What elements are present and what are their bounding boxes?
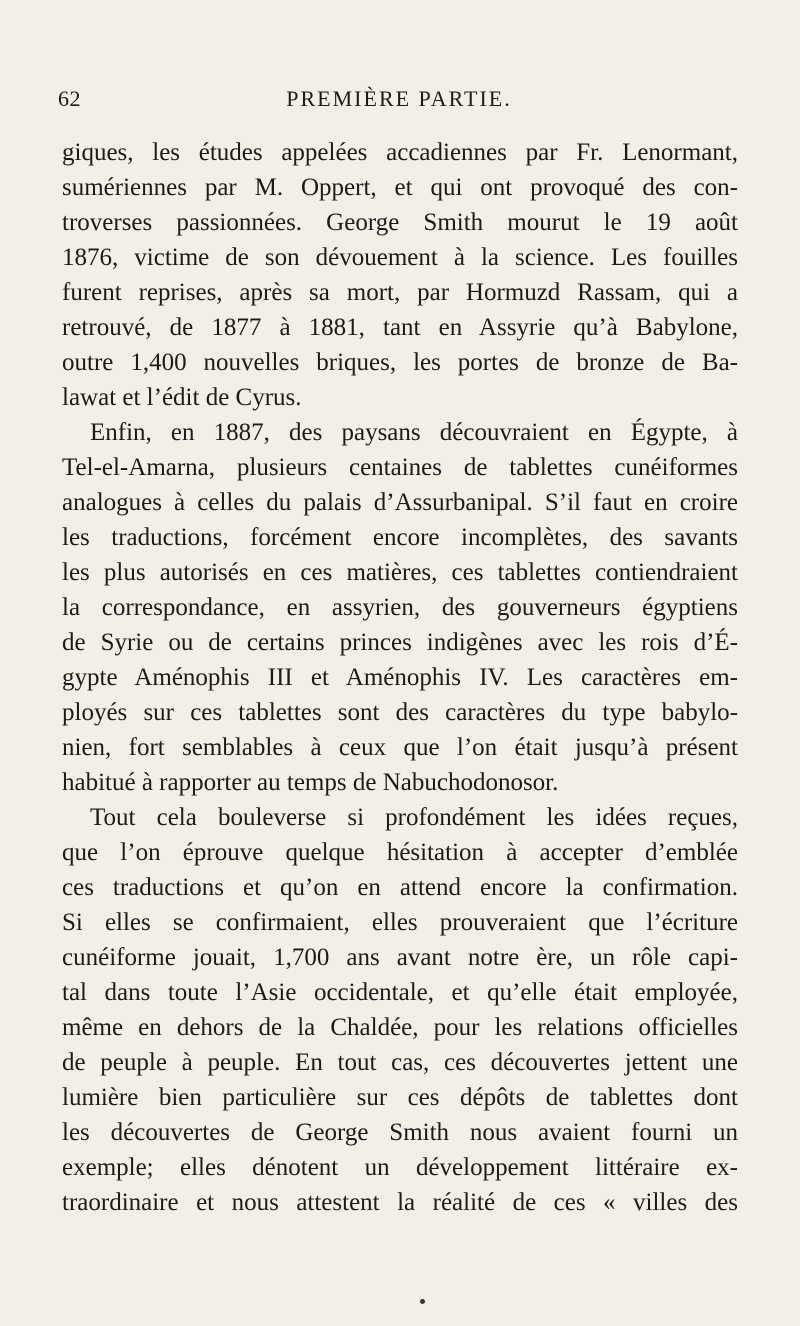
text-line: furent reprises, après sa mort, par Hormuzd Rassam, qui a bbox=[62, 279, 738, 306]
page-number: 62 bbox=[58, 86, 81, 111]
text-line: de Syrie ou de certains princes indigènes avec les rois d’É- bbox=[62, 629, 738, 656]
text-line: sumériennes par M. Oppert, et qui ont provoqué des con- bbox=[62, 174, 738, 201]
text-line: traordinaire et nous attestent la réalité de ces « villes des bbox=[62, 1189, 738, 1216]
text-line: les plus autorisés en ces matières, ces tablettes contiendraient bbox=[62, 559, 738, 586]
text-line: Enfin, en 1887, des paysans découvraient en Égypte, à bbox=[90, 419, 738, 446]
text-line: gypte Aménophis III et Aménophis IV. Les caractères em- bbox=[62, 664, 738, 691]
text-line: Tel-el-Amarna, plusieurs centaines de tablettes cunéiformes bbox=[62, 454, 738, 481]
text-line: troverses passionnées. George Smith mourut le 19 août bbox=[62, 209, 738, 236]
text-line: de peuple à peuple. En tout cas, ces découvertes jettent une bbox=[62, 1049, 738, 1076]
text-line: Tout cela bouleverse si profondément les idées reçues, bbox=[90, 804, 738, 831]
text-line: même en dehors de la Chaldée, pour les relations officielles bbox=[62, 1014, 738, 1041]
text-line: outre 1,400 nouvelles briques, les portes de bronze de Ba- bbox=[62, 349, 738, 376]
text-line: Si elles se confirmaient, elles prouveraient que l’écriture bbox=[62, 909, 738, 936]
text-line: les traductions, forcément encore incomplètes, des savants bbox=[62, 524, 738, 551]
text-line: analogues à celles du palais d’Assurbanipal. S’il faut en croire bbox=[62, 489, 738, 516]
text-line: les découvertes de George Smith nous avaient fourni un bbox=[62, 1119, 738, 1146]
text-line: retrouvé, de 1877 à 1881, tant en Assyrie qu’à Babylone, bbox=[62, 314, 738, 341]
text-line: que l’on éprouve quelque hésitation à accepter d’emblée bbox=[62, 839, 738, 866]
text-line: ployés sur ces tablettes sont des caractères du type babylo- bbox=[62, 699, 738, 726]
text-line: giques, les études appelées accadiennes par Fr. Lenormant, bbox=[62, 139, 738, 166]
text-line: nien, fort semblables à ceux que l’on était jusqu’à présent bbox=[62, 734, 738, 761]
text-line: 1876, victime de son dévouement à la science. Les fouilles bbox=[62, 244, 738, 271]
text-line: la correspondance, en assyrien, des gouverneurs égyptiens bbox=[62, 594, 738, 621]
text-line: tal dans toute l’Asie occidentale, et qu’elle était employée, bbox=[62, 979, 738, 1006]
text-line: lawat et l’édit de Cyrus. bbox=[62, 384, 302, 411]
running-title: PREMIÈRE PARTIE. bbox=[286, 86, 512, 111]
running-head bbox=[58, 86, 740, 116]
body-text bbox=[62, 135, 738, 1220]
text-line: cunéiforme jouait, 1,700 ans avant notre ère, un rôle capi- bbox=[62, 944, 738, 971]
text-line: habitué à rapporter au temps de Nabuchodonosor. bbox=[62, 769, 559, 796]
text-line: lumière bien particulière sur ces dépôts de tablettes dont bbox=[62, 1084, 738, 1111]
ink-speck bbox=[420, 1299, 425, 1304]
text-line: ces traductions et qu’on en attend encore la confirmation. bbox=[62, 874, 738, 901]
text-line: exemple; elles dénotent un développement littéraire ex- bbox=[62, 1154, 738, 1181]
